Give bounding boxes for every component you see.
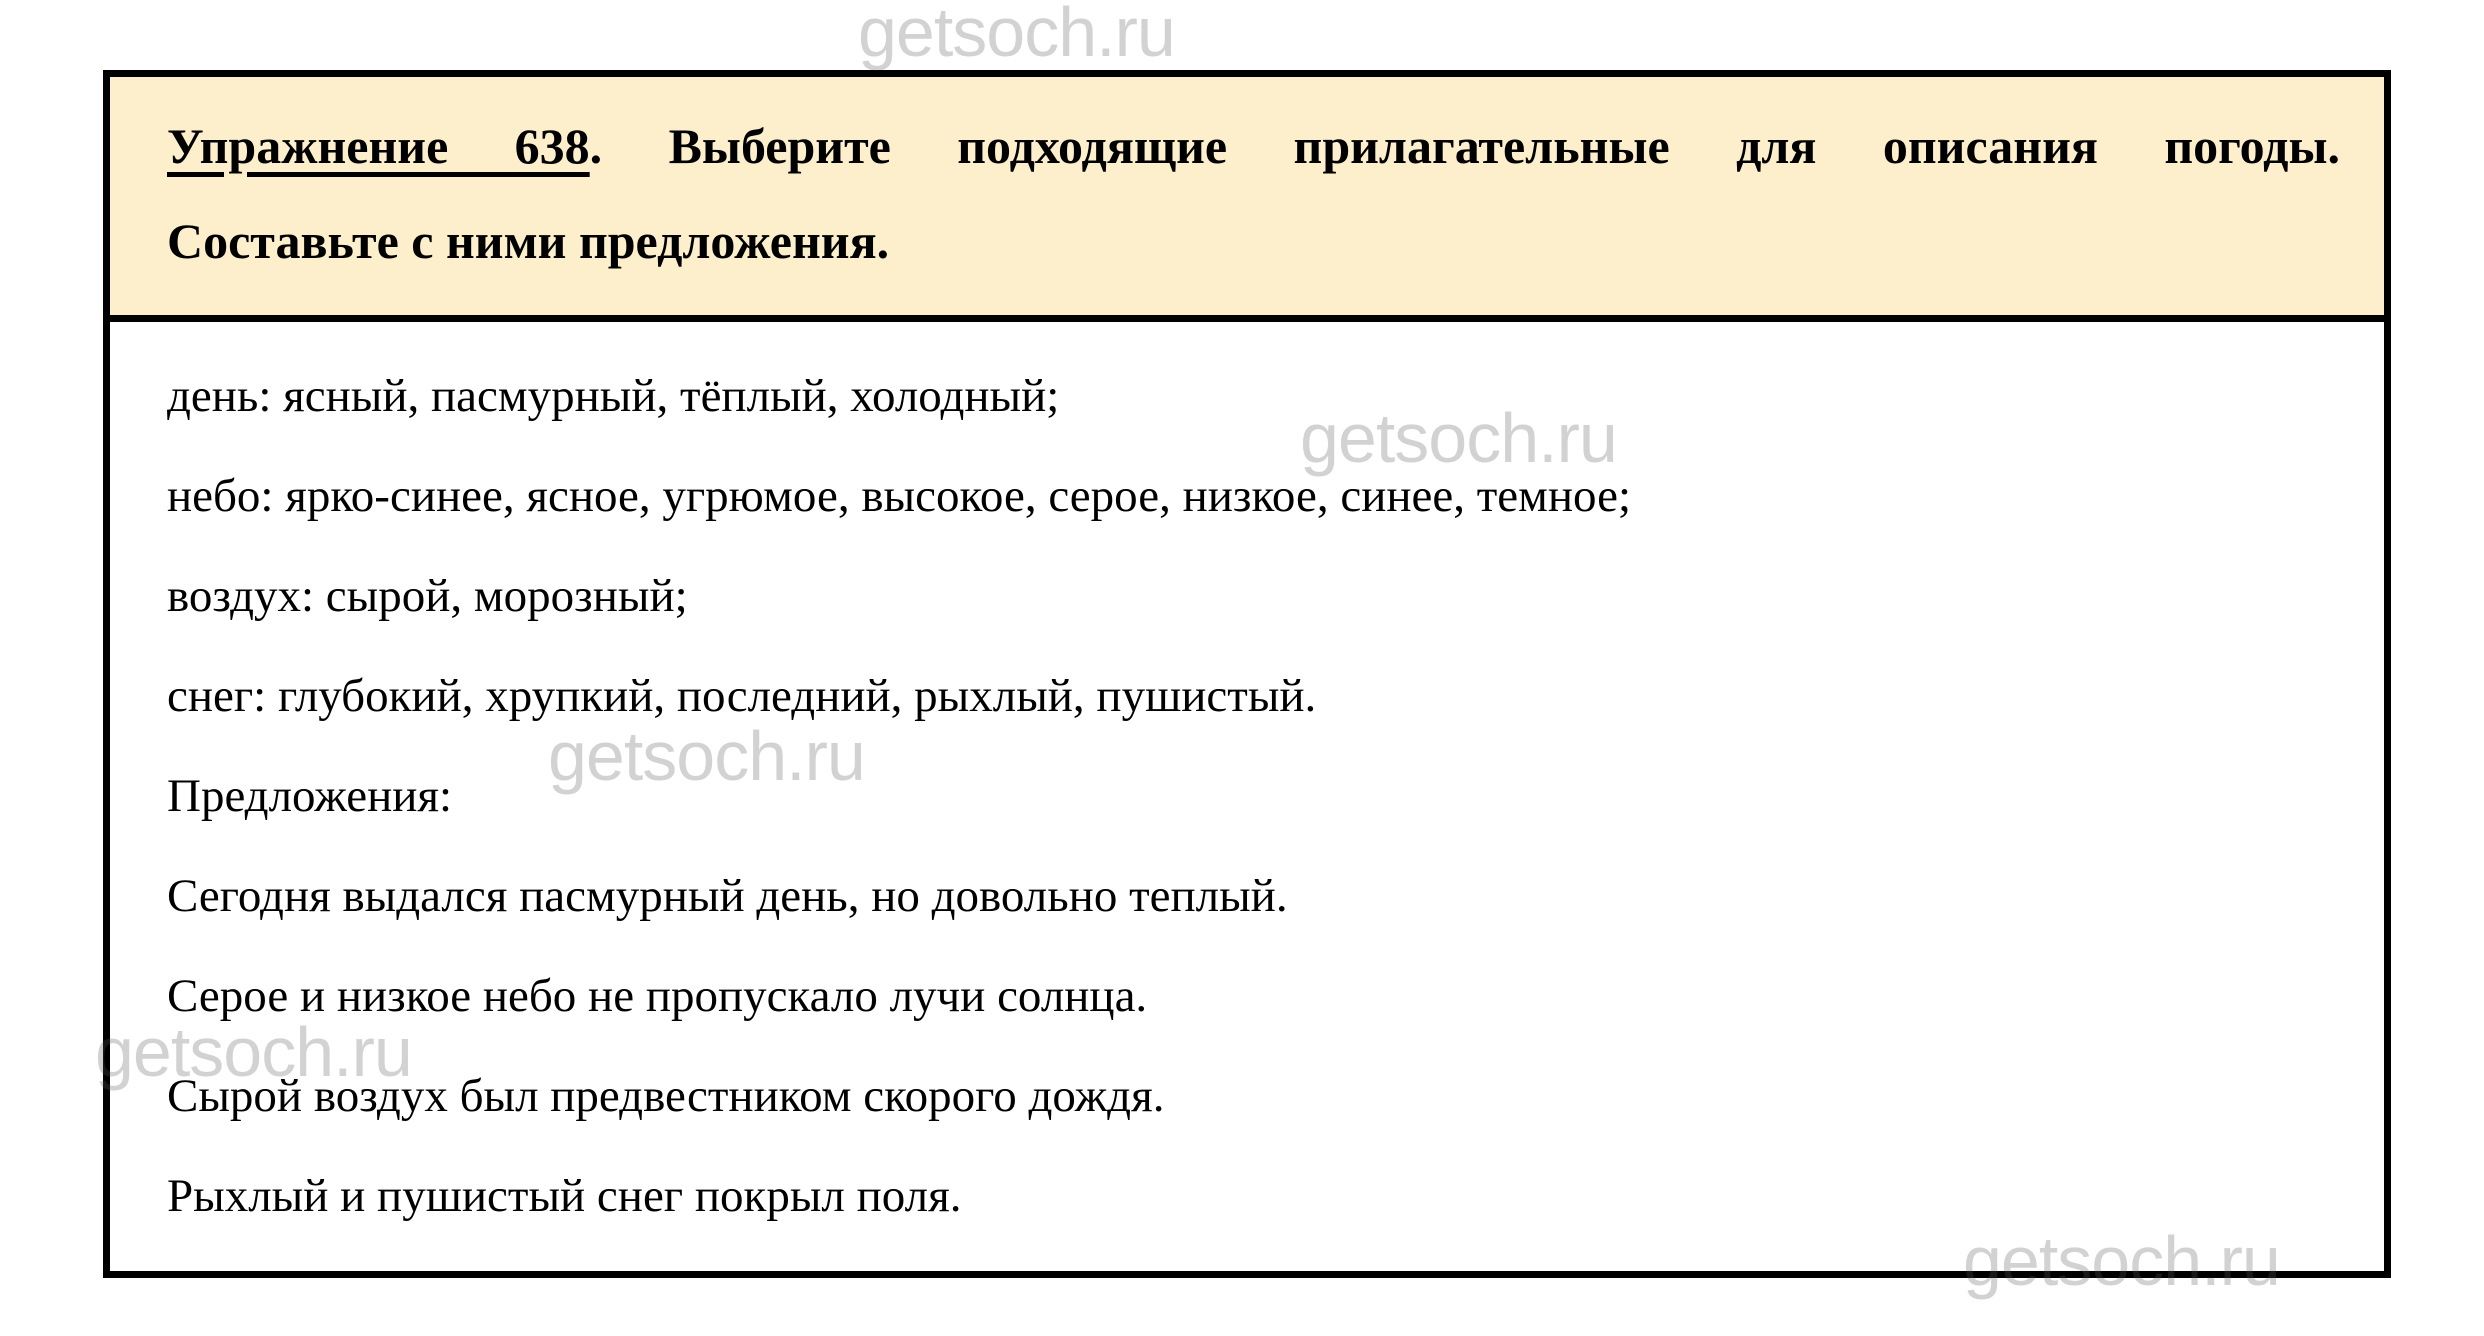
- exercise-number: Упражнение 638: [167, 118, 590, 174]
- exercise-task-line2: [167, 194, 2340, 289]
- site-watermark: getsoch.ru: [858, 0, 1175, 71]
- exercise-header-box: [103, 70, 2391, 322]
- answer-line-day: день: ясный, пасмурный, тёплый, холодный;: [167, 370, 1060, 422]
- site-watermark: getsoch.ru: [95, 1013, 412, 1091]
- answer-line-air: воздух: сырой, морозный;: [167, 570, 688, 622]
- exercise-task-line2-text: Составьте с ними предложения.: [167, 213, 890, 269]
- answer-line-sky: небо: ярко-синее, ясное, угрюмое, высокое, серое, низкое, синее, темное;: [167, 470, 1632, 522]
- site-watermark: getsoch.ru: [1300, 399, 1617, 477]
- site-watermark: getsoch.ru: [548, 717, 865, 795]
- answer-line-snow: снег: глубокий, хрупкий, последний, рыхлый, пушистый.: [167, 670, 1317, 722]
- answer-sentence-4: Рыхлый и пушистый снег покрыл поля.: [167, 1170, 962, 1222]
- answer-sentence-3: Сырой воздух был предвестником скорого дождя.: [167, 1070, 1165, 1122]
- site-watermark: getsoch.ru: [1963, 1222, 2280, 1300]
- exercise-task-text: . Выберите подходящие прилагательные для описания погоды.: [589, 118, 2340, 174]
- exercise-task-line1: [167, 99, 2340, 194]
- answer-sentence-2: Серое и низкое небо не пропускало лучи солнца.: [167, 970, 1148, 1022]
- answer-box: [103, 322, 2391, 1278]
- answer-sentence-1: Сегодня выдался пасмурный день, но довольно теплый.: [167, 870, 1288, 922]
- answer-line-sentences-label: Предложения:: [167, 770, 453, 822]
